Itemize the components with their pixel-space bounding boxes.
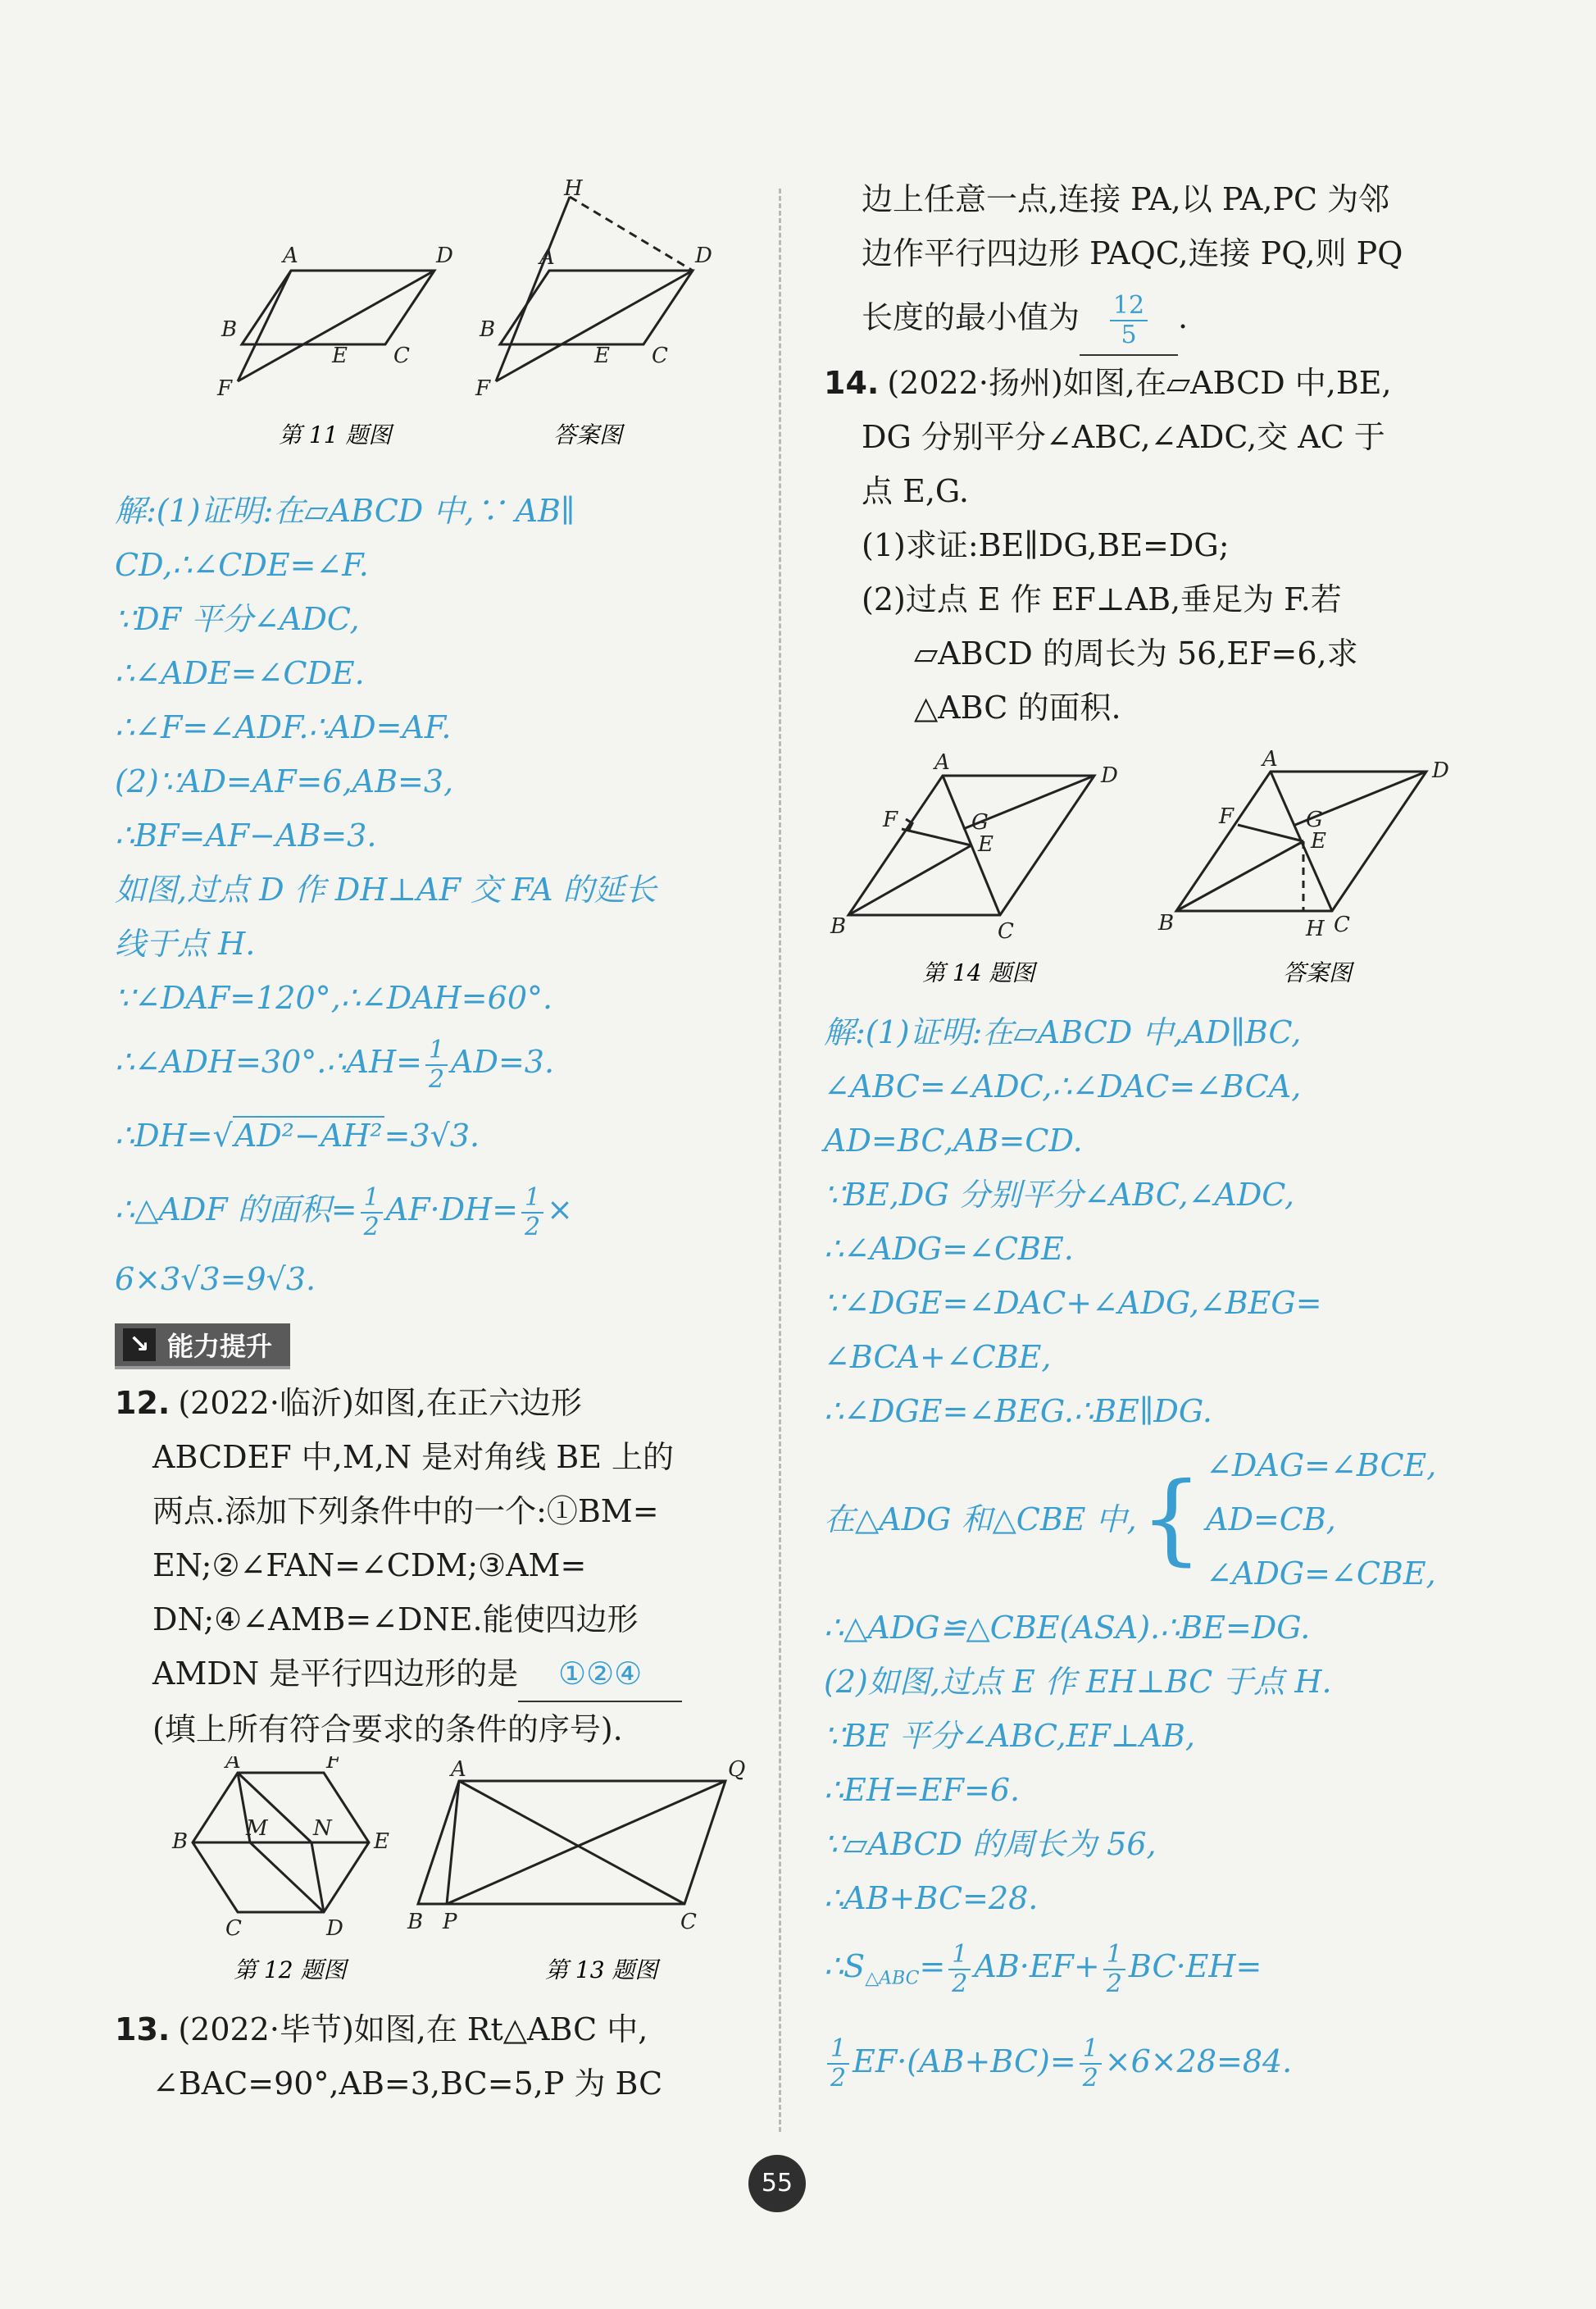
right-column	[824, 172, 1455, 2102]
q11-area-post: ×	[547, 1191, 573, 1227]
q14-sol-line: 解:(1)证明:在▱ABCD 中,AD∥BC,	[824, 1014, 1302, 1050]
q14-system-rows	[1206, 1438, 1436, 1601]
left-brace-icon: {	[1139, 1462, 1203, 1576]
q14-sol-line: (2)如图,过点 E 作 EH⊥BC 于点 H.	[824, 1664, 1332, 1700]
fig11-label-C: C	[393, 344, 410, 368]
fig14-label-E: E	[978, 832, 994, 857]
q14-sol-line: ∵BE,DG 分别平分∠ABC,∠ADC,	[824, 1177, 1295, 1213]
q14-sol-line: ∵BE 平分∠ABC,EF⊥AB,	[824, 1718, 1195, 1754]
q12-number: 12.	[115, 1385, 171, 1421]
q14-text: (2022·扬州)如图,在▱ABCD 中,BE,	[887, 365, 1392, 401]
fig14b-label-C: C	[1334, 913, 1350, 937]
fig14b-label-A: A	[1262, 747, 1278, 772]
fig11-line-AF	[238, 271, 291, 381]
frac-num: 1	[425, 1036, 448, 1066]
fig14-label-F: F	[883, 808, 898, 832]
q12-line: (填上所有符合要求的条件的序号).	[152, 1711, 623, 1747]
q12-line: EN;②∠FAN=∠CDM;③AM=	[152, 1547, 587, 1583]
q14-system-row: ∠DAG=∠BCE,	[1206, 1447, 1437, 1483]
q14-sol-line: ∴AB+BC=28.	[824, 1880, 1039, 1916]
section-badge-label: 能力提升	[167, 1331, 273, 1362]
q12-text: (2022·临沂)如图,在正六边形	[178, 1385, 582, 1421]
q11-ah-post: AD=3.	[451, 1044, 555, 1080]
q11-sol-line: (2)∵AD=AF=6,AB=3,	[115, 763, 454, 799]
q14-line: (2)过点 E 作 EF⊥AB,垂足为 F.若	[862, 581, 1342, 617]
q13-text: (2022·毕节)如图,在 Rt△ABC 中,	[178, 2011, 648, 2047]
q14-solution	[824, 1005, 1455, 2102]
q13-line: 边作平行四边形 PAQC,连接 PQ,则 PQ	[862, 235, 1403, 271]
q14-area-line-2	[824, 2020, 1455, 2102]
q13-line	[115, 2002, 754, 2056]
figures-12-13	[115, 1756, 754, 2002]
q14-line: 点 E,G.	[862, 473, 969, 509]
q14-line: △ABC 的面积.	[914, 690, 1121, 726]
q14-line	[824, 356, 1455, 410]
q14-sol-line: ∠ABC=∠ADC,∴∠DAC=∠BCA,	[824, 1068, 1302, 1104]
q13-answer-blank	[1080, 280, 1178, 356]
frac-den: 2	[1082, 2064, 1098, 2093]
q14-sol-line: ∴△ADG≌△CBE(ASA).∴BE=DG.	[824, 1610, 1311, 1646]
fig12-label-B: B	[172, 1829, 189, 1854]
fig12-label-A: A	[225, 1756, 241, 1774]
fig14b-label-B: B	[1158, 911, 1175, 936]
fig14b-label-G: G	[1306, 808, 1323, 832]
q11-dh-post: =3√3.	[384, 1118, 480, 1154]
q14-area-line-1	[824, 1925, 1455, 2020]
q14-area-eq: =	[919, 1948, 946, 1984]
q14-system-row: ∠ADG=∠CBE,	[1206, 1555, 1436, 1592]
q11-sol-line-area	[115, 1173, 754, 1246]
q12-line	[115, 1376, 754, 1430]
q11-ah-pre: ∴∠ADH=30°.∴AH=	[115, 1044, 422, 1080]
q14-area-subscript: △ABC	[865, 1968, 920, 1989]
fig11-label-B: B	[221, 317, 238, 342]
fig13-label-C: C	[680, 1910, 697, 1934]
question-13	[115, 2002, 754, 2111]
fraction-half	[1103, 1941, 1125, 1998]
fig14b-label-E: E	[1311, 829, 1326, 854]
left-column	[115, 172, 754, 2111]
fig14b-label-F: F	[1219, 804, 1235, 829]
q14-sol-line: ∴∠ADG=∠CBE.	[824, 1231, 1074, 1267]
page-number: 55	[748, 2155, 806, 2212]
frac-num: 1	[1103, 1941, 1125, 1970]
fig11-label-E: E	[332, 344, 348, 368]
figure-14	[824, 735, 1455, 1005]
fraction-half	[361, 1184, 383, 1241]
q14-area-mid: AB·EF+	[974, 1948, 1100, 1984]
q14-area2-mid: EF·(AB+BC)=	[853, 2043, 1076, 2079]
frac-num: 1	[361, 1184, 383, 1214]
fig14-label-B: B	[830, 914, 847, 939]
fig13-caption: 第 13 题图	[545, 1956, 658, 1983]
q11-dh-pre: ∴DH=	[115, 1118, 213, 1154]
q11-area-pre: ∴△ADF 的面积=	[115, 1191, 357, 1227]
q14-sol-line: ∴∠DGE=∠BEG.∴BE∥DG.	[824, 1393, 1212, 1429]
fig11-caption: 第 11 题图	[279, 421, 392, 449]
fig12-label-D: D	[326, 1916, 343, 1941]
q11-sol-line: ∴∠ADE=∠CDE.	[115, 655, 365, 691]
fig12-label-N: N	[313, 1816, 332, 1841]
q11-sol-line: ∵DF 平分∠ADC,	[115, 601, 360, 637]
figure-14-svg	[824, 735, 1455, 1005]
figures-12-13-svg	[115, 1756, 754, 2002]
fig11b-label-H: H	[564, 176, 583, 201]
fig14-line-EF	[902, 829, 971, 845]
fig11b-label-E: E	[594, 344, 610, 368]
fig13-label-P: P	[443, 1910, 457, 1934]
fig13-line-PQ	[447, 1781, 725, 1904]
q12-line: ABCDEF 中,M,N 是对角线 BE 上的	[152, 1439, 675, 1475]
section-badge	[115, 1323, 290, 1369]
q12-line: 两点.添加下列条件中的一个:①BM=	[152, 1493, 659, 1529]
q13-line: ∠BAC=90°,AB=3,BC=5,P 为 BC	[152, 2065, 663, 2102]
fraction-half	[425, 1036, 448, 1094]
fig14b-caption: 答案图	[1283, 959, 1353, 986]
q12-answer-line	[115, 1646, 754, 1702]
q11-sol-line-ah	[115, 1025, 754, 1099]
fig12-label-E: E	[374, 1829, 389, 1854]
frac-num: 1	[827, 2035, 849, 2065]
frac-num: 1	[521, 1184, 543, 1214]
fig11b-parallelogram	[500, 271, 693, 344]
fig11-label-A: A	[283, 244, 298, 268]
q13-answer-line	[824, 280, 1455, 356]
fig14-label-A: A	[934, 750, 950, 775]
q12-answer-pre: AMDN 是平行四边形的是	[152, 1655, 519, 1692]
fig11b-caption: 答案图	[553, 421, 623, 449]
q13-answer-fraction	[1110, 292, 1148, 349]
question-12	[115, 1376, 754, 1756]
fig11b-label-C: C	[652, 344, 668, 368]
fig14b-label-D: D	[1432, 758, 1449, 783]
q11-sol-line: 线于点 H.	[115, 926, 256, 962]
frac-num: 1	[948, 1941, 971, 1970]
q11-sol-line: ∴BF=AF−AB=3.	[115, 817, 377, 854]
frac-den: 5	[1121, 320, 1137, 349]
sqrt-sign: √	[212, 1118, 233, 1154]
fraction-half	[827, 2035, 849, 2093]
frac-den: 2	[525, 1212, 541, 1241]
q11-sol-line-final: 6×3√3=9√3.	[115, 1261, 316, 1297]
figure-11-svg	[115, 172, 754, 484]
q13-answer-post: .	[1178, 299, 1189, 335]
fig11b-label-D: D	[695, 244, 712, 268]
q13-line: 边上任意一点,连接 PA,以 PA,PC 为邻	[862, 181, 1390, 217]
q11-sol-line: ∴∠F=∠ADF.∴AD=AF.	[115, 709, 452, 745]
frac-den: 2	[830, 2064, 847, 2093]
q14-sol-line: AD=BC,AB=CD.	[824, 1123, 1083, 1159]
fig11b-line-AF	[496, 197, 570, 381]
q14-area2-post: ×6×28=84.	[1104, 2043, 1293, 2079]
fig12-label-M: M	[246, 1816, 268, 1841]
q13-answer-pre: 长度的最小值为	[862, 299, 1080, 335]
fig11-parallelogram	[242, 271, 434, 344]
q11-solution	[115, 484, 754, 1312]
fig11b-label-F: F	[475, 376, 491, 401]
column-divider	[779, 189, 781, 2132]
q12-answer-blank: ①②④	[518, 1646, 682, 1702]
q11-sol-line: ∵∠DAF=120°,∴∠DAH=60°.	[115, 980, 553, 1016]
frac-num: 12	[1110, 292, 1148, 321]
frac-num: 1	[1080, 2035, 1102, 2065]
fig12-label-C: C	[225, 1916, 242, 1941]
fig14-label-D: D	[1101, 763, 1118, 788]
q11-sol-line: 如图,过点 D 作 DH⊥AF 交 FA 的延长	[115, 872, 657, 908]
fraction-half	[1080, 2035, 1102, 2093]
fig14b-line-BE	[1176, 841, 1303, 911]
frac-den: 2	[1106, 1969, 1122, 1998]
q14-area-post: BC·EH=	[1128, 1948, 1262, 1984]
q14-line: DG 分别平分∠ABC,∠ADC,交 AC 于	[862, 419, 1385, 455]
fig14b-line-EF	[1238, 825, 1303, 841]
q14-system-pre: 在△ADG 和△CBE 中,	[824, 1501, 1137, 1537]
q11-sol-line: CD,∴∠CDE=∠F.	[115, 547, 369, 583]
frac-den: 2	[952, 1969, 968, 1998]
fig14-label-C: C	[998, 919, 1014, 944]
fig11b-dashed-DH	[570, 197, 693, 271]
frac-den: 2	[363, 1212, 380, 1241]
fig14-label-G: G	[971, 810, 989, 835]
q14-sol-line: ∠BCA+∠CBE,	[824, 1339, 1052, 1375]
fraction-half	[521, 1184, 543, 1241]
fig13-label-B: B	[407, 1910, 424, 1934]
fig13-label-A: A	[451, 1757, 466, 1782]
q14-number: 14.	[824, 365, 880, 401]
q13-number: 13.	[115, 2011, 171, 2047]
fig13-line-AC	[459, 1781, 684, 1904]
q14-area-pre: ∴S	[824, 1948, 866, 1984]
arrow-down-right-icon: ↘	[123, 1328, 156, 1361]
fig11b-label-A: A	[539, 245, 555, 270]
q11-sol-line-dh	[115, 1099, 754, 1173]
fig11b-label-B: B	[480, 317, 496, 342]
frac-den: 2	[428, 1064, 445, 1094]
question-14	[824, 356, 1455, 735]
fig13-label-Q: Q	[728, 1757, 746, 1782]
figure-11	[115, 172, 754, 484]
fig12-caption: 第 12 题图	[234, 1956, 347, 1983]
fig12-label-F: F	[326, 1756, 342, 1774]
q14-congruence-system	[824, 1438, 1436, 1601]
q14-sol-line: ∴EH=EF=6.	[824, 1772, 1021, 1808]
q14-line: ▱ABCD 的周长为 56,EF=6,求	[914, 635, 1358, 672]
q14-sol-line: ∵▱ABCD 的周长为 56,	[824, 1826, 1157, 1862]
q11-area-mid: AF·DH=	[385, 1191, 519, 1227]
q14-system-row: AD=CB,	[1206, 1501, 1336, 1537]
fig14-caption: 第 14 题图	[922, 959, 1035, 986]
q11-sol-line: 解:(1)证明:在▱ABCD 中,∵ AB∥	[115, 493, 575, 529]
q14-line: (1)求证:BE∥DG,BE=DG;	[862, 527, 1230, 563]
fig11-label-F: F	[217, 376, 233, 401]
fraction-half	[948, 1941, 971, 1998]
q12-line: DN;④∠AMB=∠DNE.能使四边形	[152, 1601, 639, 1637]
question-13-cont	[824, 172, 1455, 356]
q14-sol-line: ∵∠DGE=∠DAC+∠ADG,∠BEG=	[824, 1285, 1322, 1321]
fig11-label-D: D	[436, 244, 453, 268]
fig14-line-BE	[848, 845, 971, 915]
fig14b-label-H: H	[1306, 917, 1325, 941]
q11-dh-radicand: AD²−AH²	[234, 1118, 383, 1154]
